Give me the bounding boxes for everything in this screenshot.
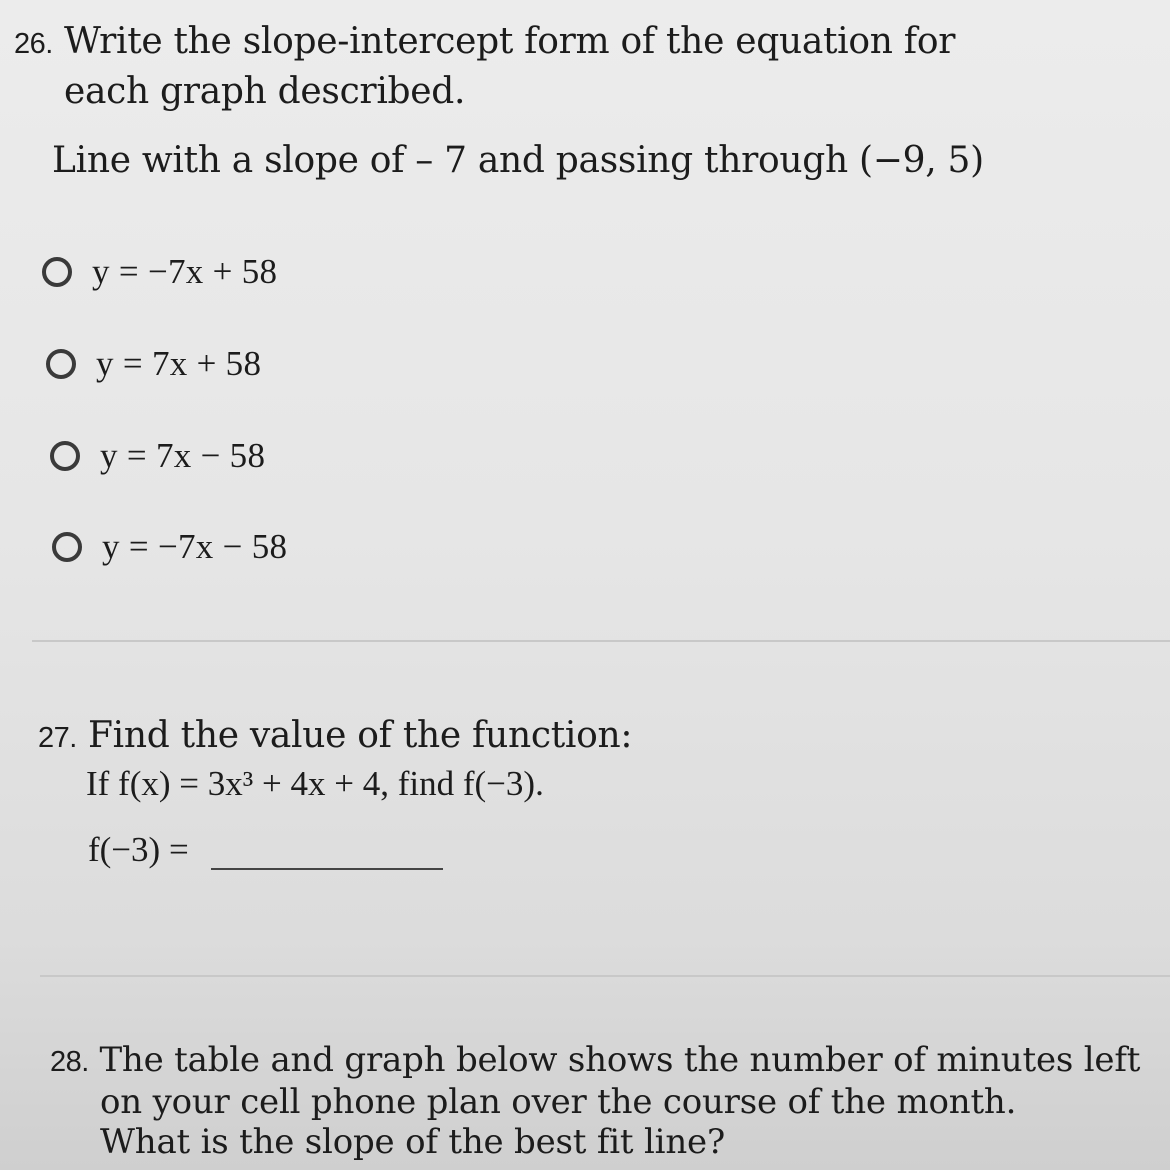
question-26-option-4[interactable] — [52, 527, 287, 567]
question-27-number: 27. — [38, 722, 77, 754]
question-26-title-line2: each graph described. — [64, 71, 466, 112]
question-28-line2: on your cell phone plan over the course of the month. — [100, 1082, 1017, 1122]
radio-button-icon[interactable] — [46, 349, 76, 379]
question-28-line3: What is the slope of the best fit line? — [100, 1122, 725, 1162]
question-27-title: 27. Find the value of the function: — [38, 715, 633, 756]
divider — [40, 975, 1170, 977]
question-27-body: If f(x) = 3x³ + 4x + 4, find f(−3). — [86, 764, 544, 803]
question-26 — [14, 18, 1154, 116]
question-26-number: 26. — [14, 28, 53, 60]
option-label: y = 7x − 58 — [100, 436, 266, 475]
question-28 — [50, 1040, 1140, 1162]
question-28-line1: 28. The table and graph below shows the number of minutes left — [50, 1040, 1141, 1080]
answer-input[interactable] — [211, 830, 443, 870]
question-26-option-2[interactable] — [46, 344, 261, 384]
question-26-prompt: Line with a slope of – 7 and passing through (−9, 5) — [52, 140, 984, 181]
radio-button-icon[interactable] — [42, 257, 72, 287]
question-27-answer-row — [88, 830, 443, 870]
option-label: y = −7x + 58 — [92, 252, 278, 291]
question-26-option-1[interactable] — [42, 252, 277, 292]
answer-label: f(−3) = — [88, 830, 189, 869]
divider — [32, 640, 1170, 642]
option-label: y = −7x − 58 — [102, 527, 288, 566]
question-27 — [38, 712, 632, 806]
radio-button-icon[interactable] — [50, 441, 80, 471]
radio-button-icon[interactable] — [52, 532, 82, 562]
option-label: y = 7x + 58 — [96, 344, 262, 383]
question-28-number: 28. — [50, 1046, 89, 1078]
question-26-option-3[interactable] — [50, 436, 265, 476]
question-26-title-line1: 26. Write the slope-intercept form of the equation for — [14, 21, 956, 62]
